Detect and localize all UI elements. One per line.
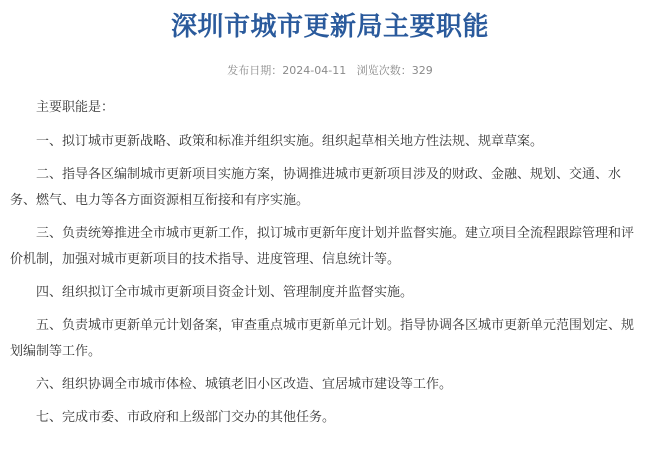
duty-item-4: 四、组织拟订全市城市更新项目资金计划、管理制度并监督实施。 [36,285,414,300]
page-title: 深圳市城市更新局主要职能 [170,12,489,42]
duty-item-7: 七、完成市委、市政府和上级部门交办的其他任务。 [36,410,336,425]
article-body [10,95,640,438]
view-count-label: 浏览次数： [356,64,412,77]
duty-item-2: 二、指导各区编制城市更新项目实施方案，协调推进城市更新项目涉及的财政、金融、规划、交通、水务、燃气、电力等各方面资源相互衔接和有序实施。 [10,167,622,208]
view-count: 329 [411,64,433,77]
publish-date: 2024-04-11 [282,64,347,77]
intro-paragraph: 主要职能是： [36,100,115,115]
duty-item-5: 五、负责城市更新单元计划备案，审查重点城市更新单元计划。指导协调各区城市更新单元范围划定、规划编制等工作。 [10,318,635,359]
duty-item-3: 三、负责统筹推进全市城市更新工作，拟订城市更新年度计划并监督实施。建立项目全流程跟踪管理和评价机制，加强对城市更新项目的技术指导、进度管理、信息统计等。 [10,226,635,267]
article-meta [0,63,660,79]
duty-item-1: 一、拟订城市更新战略、政策和标准并组织实施。组织起草相关地方性法规、规章草案。 [36,134,544,149]
publish-date-label: 发布日期： [227,64,283,77]
duty-item-6: 六、组织协调全市城市体检、城镇老旧小区改造、宜居城市建设等工作。 [36,377,453,392]
